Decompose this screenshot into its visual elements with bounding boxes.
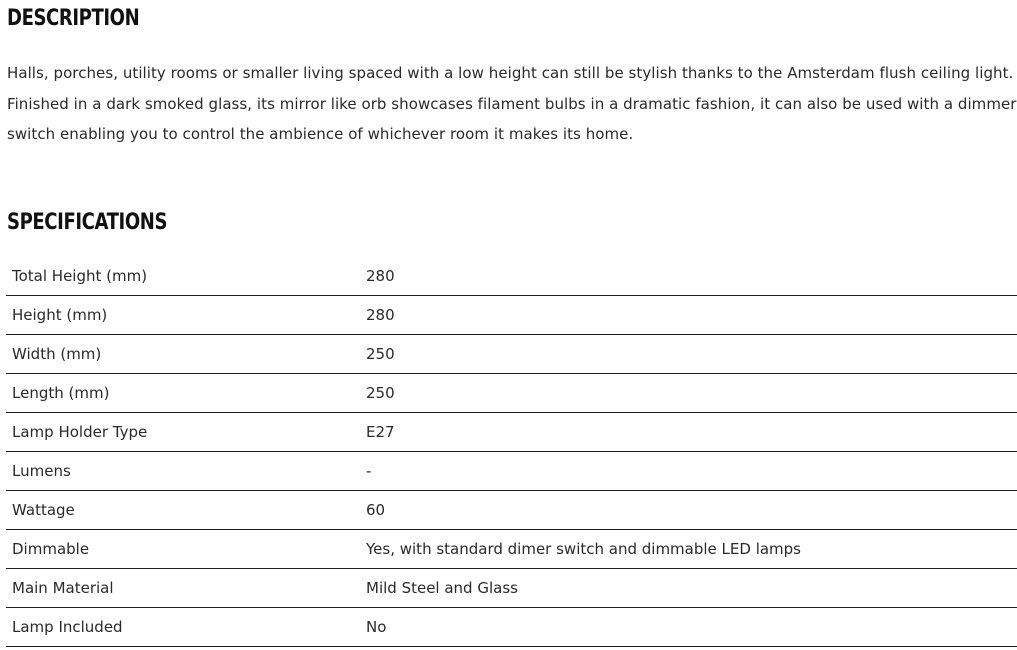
spec-value: Yes, with standard dimer switch and dimmable LED lamps	[360, 530, 1017, 569]
spec-value: No	[360, 608, 1017, 647]
spec-value: -	[360, 452, 1017, 491]
spec-row-dimmable	[6, 530, 1017, 569]
spec-row-total-height	[6, 257, 1017, 296]
spec-row-width	[6, 335, 1017, 374]
spec-label: Lumens	[6, 452, 360, 491]
spec-row-length	[6, 374, 1017, 413]
spec-row-lumens	[6, 452, 1017, 491]
spec-value: 250	[360, 335, 1017, 374]
spec-label: Height (mm)	[6, 296, 360, 335]
specifications-heading: SPECIFICATIONS	[7, 210, 168, 235]
spec-value: E27	[360, 413, 1017, 452]
spec-label: Lamp Holder Type	[6, 413, 360, 452]
spec-label: Main Material	[6, 569, 360, 608]
description-text: Halls, porches, utility rooms or smaller living spaced with a low height can still be stylish thanks to the Amsterdam flush ceiling light. Finished in a dark smoked glass, its mirror like orb showcases filament bulbs in a dramatic fashion, it can also be used with a dimmer switch enabling you to control the ambience of whichever room it makes its home.	[7, 64, 1017, 143]
spec-label: Lamp Included	[6, 608, 360, 647]
spec-value: Mild Steel and Glass	[360, 569, 1017, 608]
description-heading: DESCRIPTION	[7, 6, 140, 31]
spec-row-main-material	[6, 569, 1017, 608]
spec-value: 250	[360, 374, 1017, 413]
spec-row-height	[6, 296, 1017, 335]
spec-label: Length (mm)	[6, 374, 360, 413]
spec-label: Width (mm)	[6, 335, 360, 374]
spec-label: Dimmable	[6, 530, 360, 569]
spec-label: Total Height (mm)	[6, 257, 360, 296]
spec-value: 60	[360, 491, 1017, 530]
spec-row-wattage	[6, 491, 1017, 530]
spec-row-lamp-holder-type	[6, 413, 1017, 452]
spec-value: 280	[360, 296, 1017, 335]
spec-value: 280	[360, 257, 1017, 296]
spec-label: Wattage	[6, 491, 360, 530]
spec-row-lamp-included	[6, 608, 1017, 647]
specifications-table	[6, 257, 1017, 647]
